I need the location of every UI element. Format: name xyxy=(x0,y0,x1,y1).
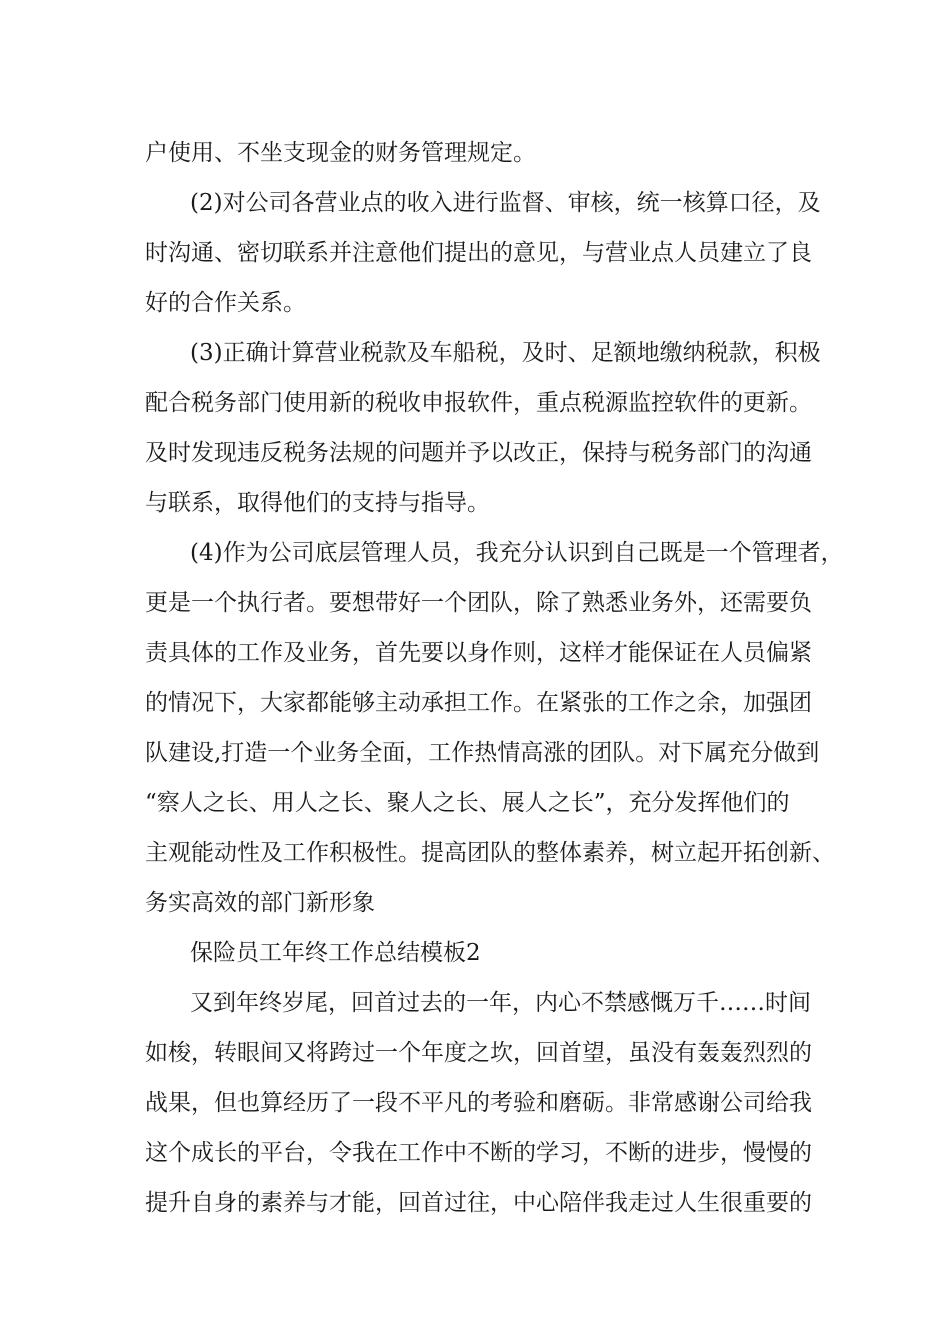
body-text-line: 提升自身的素养与才能，回首过往，中心陪伴我走过人生很重要的 xyxy=(145,1190,812,1216)
paragraph-start-line: 又到年终岁尾，回首过去的一年，内心不禁感慨万千……时间 xyxy=(190,990,811,1016)
body-text-line: 责具体的工作及业务，首先要以身作则，这样才能保证在人员偏紧 xyxy=(145,640,812,666)
body-text-line: 战果，但也算经历了一段不平凡的考验和磨砺。非常感谢公司给我 xyxy=(145,1090,812,1116)
body-text-line: 户使用、不坐支现金的财务管理规定。 xyxy=(145,140,536,166)
section-heading: 保险员工年终工作总结模板2 xyxy=(190,940,481,966)
paragraph-start-line: (2)对公司各营业点的收入进行监督、审核，统一核算口径，及 xyxy=(190,190,821,216)
body-text-line: 时沟通、密切联系并注意他们提出的意见，与营业点人员建立了良 xyxy=(145,240,812,266)
body-text-line: 队建设,打造一个业务全面，工作热情高涨的团队。对下属充分做到 xyxy=(145,740,820,766)
body-text-line: 主观能动性及工作积极性。提高团队的整体素养，树立起开拓创新、 xyxy=(145,840,835,866)
body-text-line: 配合税务部门使用新的税收申报软件，重点税源监控软件的更新。 xyxy=(145,390,812,416)
body-text-line: 这个成长的平台，令我在工作中不断的学习，不断的进步，慢慢的 xyxy=(145,1140,812,1166)
body-text-line: 如梭，转眼间又将跨过一个年度之坎，回首望，虽没有轰轰烈烈的 xyxy=(145,1040,812,1066)
body-text-line: “察人之长、用人之长、聚人之长、展人之长”，充分发挥他们的 xyxy=(145,790,790,816)
body-text-line: 与联系，取得他们的支持与指导。 xyxy=(145,490,490,516)
body-text-line: 务实高效的部门新形象 xyxy=(145,890,375,916)
body-text-line: 及时发现违反税务法规的问题并予以改正，保持与税务部门的沟通 xyxy=(145,440,812,466)
paragraph-start-line: (3)正确计算营业税款及车船税，及时、足额地缴纳税款，积极 xyxy=(190,340,821,366)
body-text-line: 好的合作关系。 xyxy=(145,290,306,316)
body-text-line: 的情况下，大家都能够主动承担工作。在紧张的工作之余，加强团 xyxy=(145,690,812,716)
body-text-line: 更是一个执行者。要想带好一个团队，除了熟悉业务外，还需要负 xyxy=(145,590,812,616)
paragraph-start-line: (4)作为公司底层管理人员，我充分认识到自己既是一个管理者， xyxy=(190,540,844,566)
